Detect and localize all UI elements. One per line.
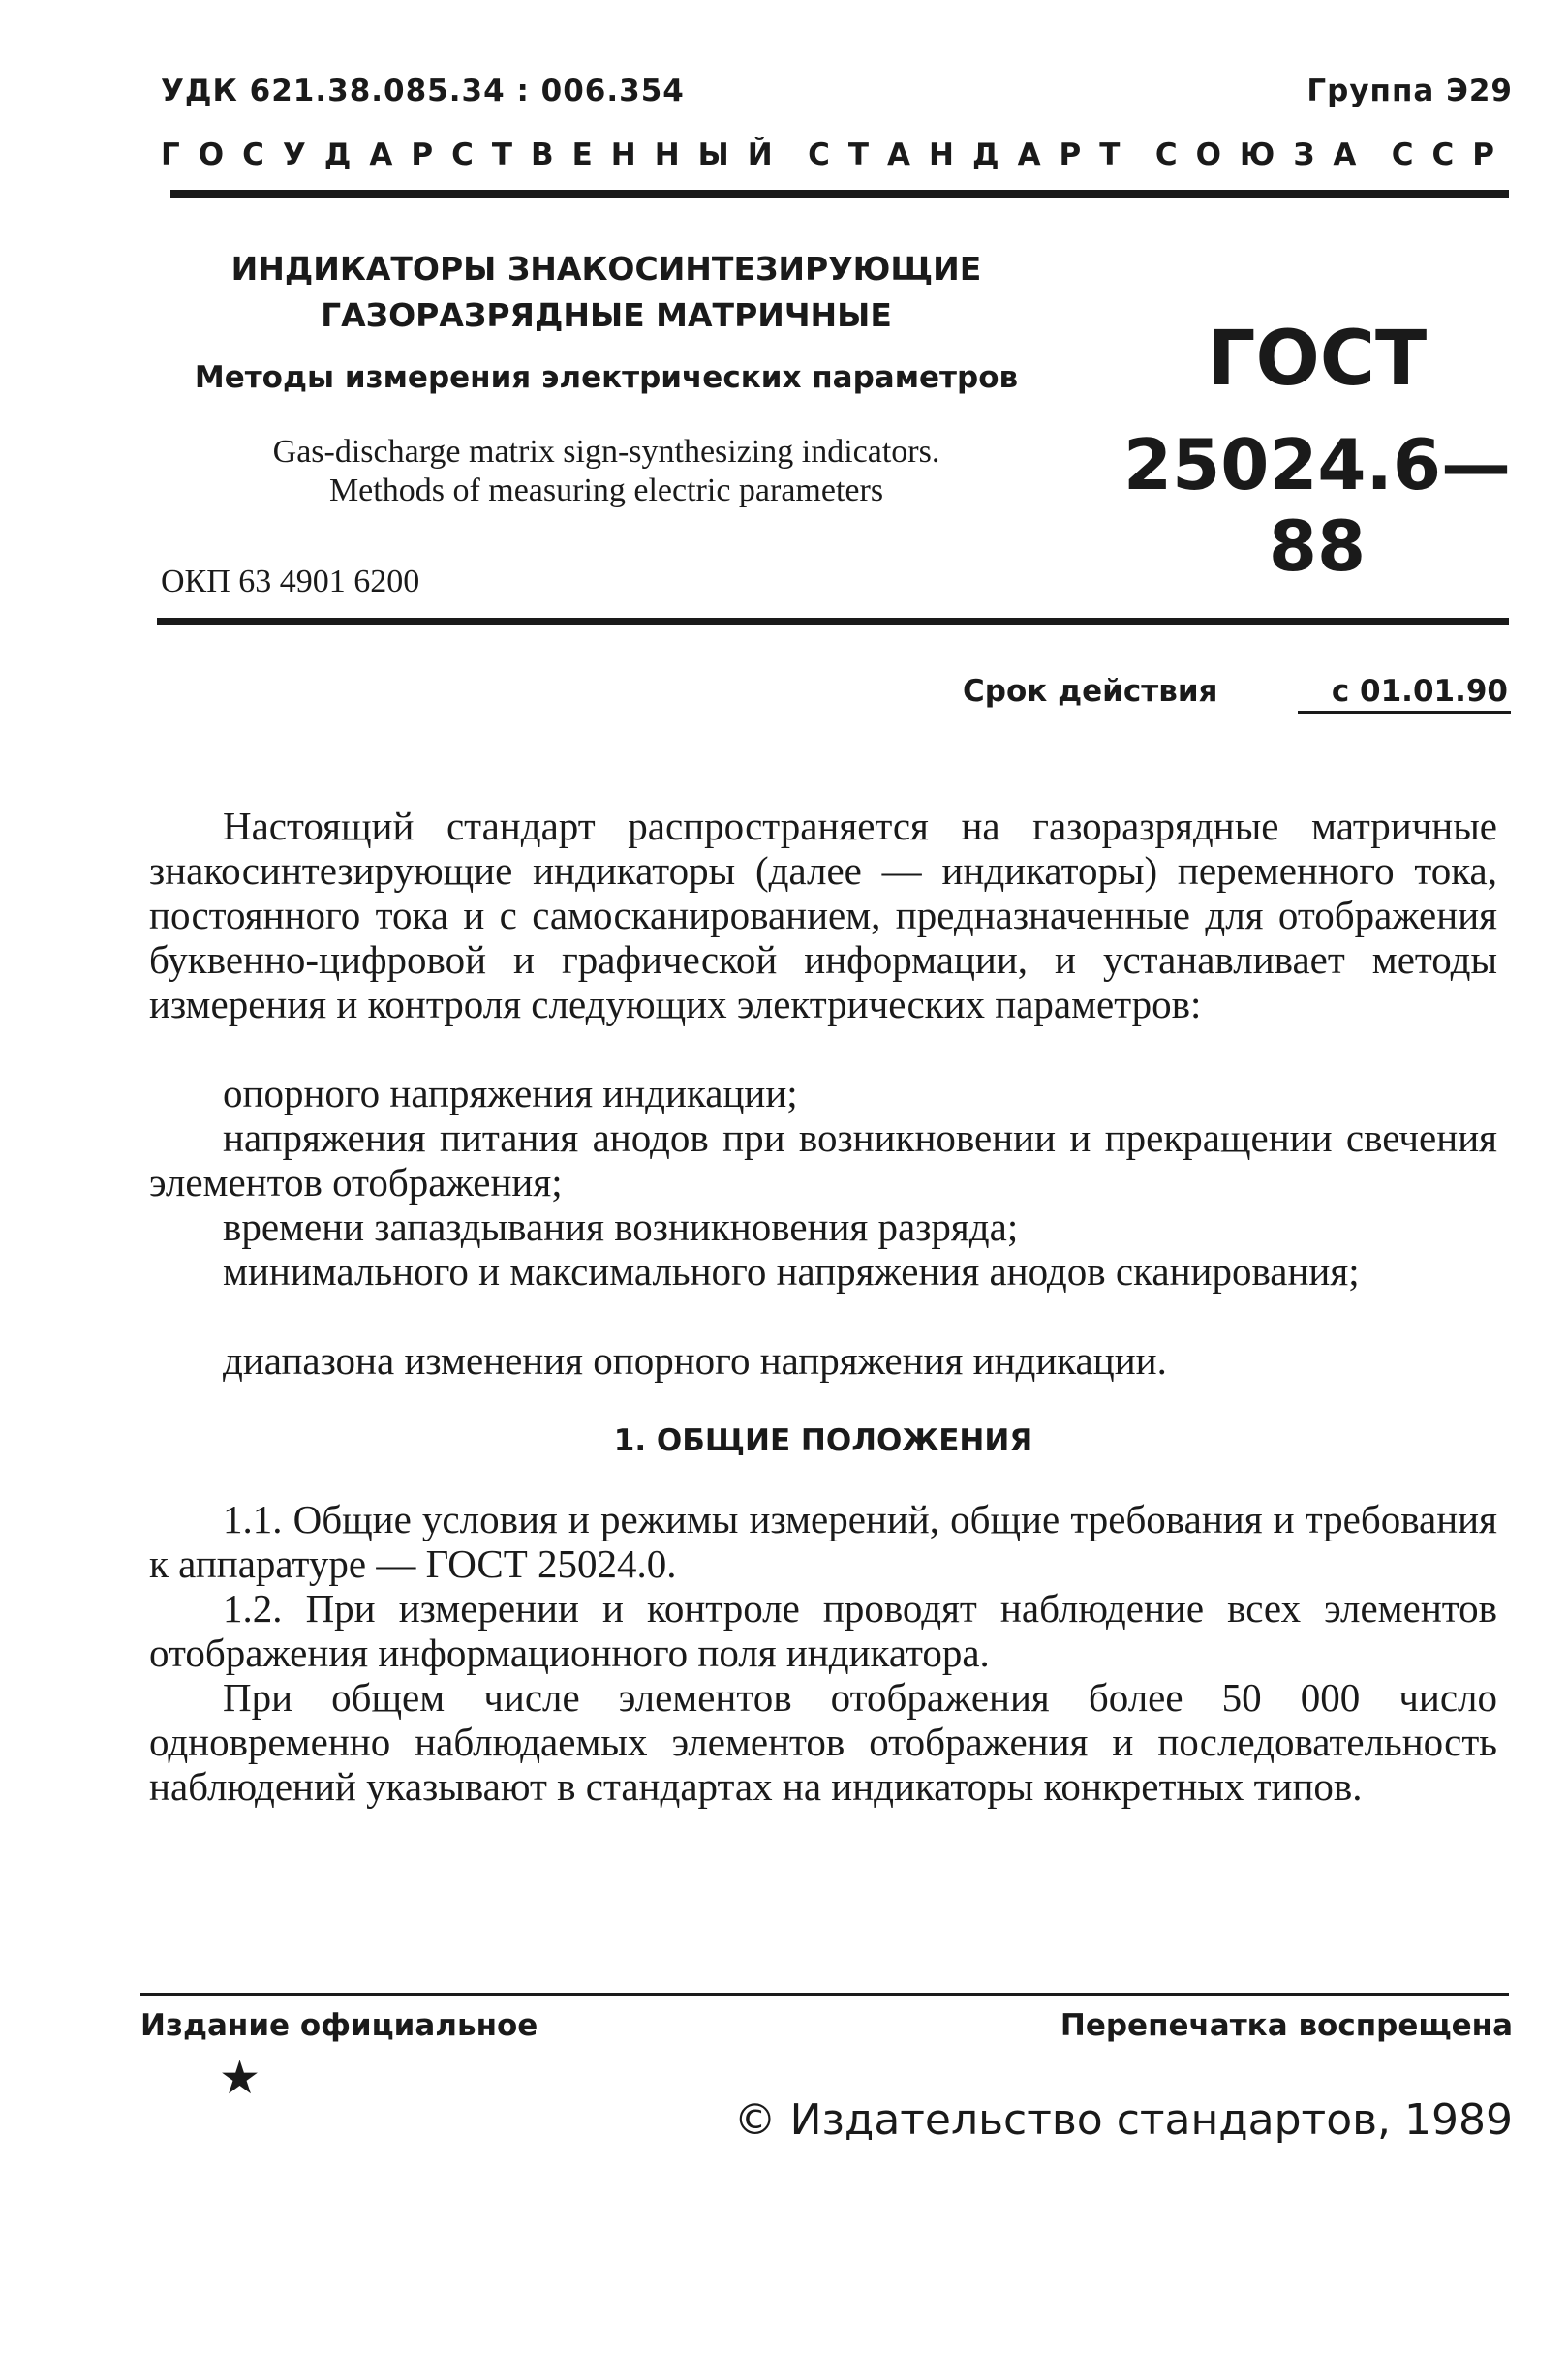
title-ru-subtitle: Методы измерения электрических параметров — [194, 360, 1019, 395]
title-en-line-1: Gas-discharge matrix sign-synthesizing indicators. — [272, 434, 940, 470]
reprint-prohibited-note: Перепечатка воспрещена — [1060, 2008, 1513, 2043]
title-en-line-2: Methods of measuring electric parameters — [328, 473, 884, 508]
validity-label: Срок действия — [963, 674, 1218, 709]
intro-item: минимального и максимального напряжения анодов сканирования; — [223, 1249, 1360, 1294]
gost-label: ГОСТ — [1207, 316, 1428, 403]
title-ru-line-2: ГАЗОРАЗРЯДНЫЕ МАТРИЧНЫЕ — [321, 296, 892, 334]
banner-rule — [170, 190, 1509, 198]
section-heading: 1. ОБЩИЕ ПОЛОЖЕНИЯ — [613, 1423, 1033, 1458]
intro-item: напряжения питания анодов при возникновении и прекращении свечения элементов отображения; — [149, 1115, 1497, 1205]
title-ru-line-1: ИНДИКАТОРЫ ЗНАКОСИНТЕЗИРУЮЩИЕ — [230, 250, 982, 288]
clause-1-2: 1.2. При измерении и контроле проводят наблюдение всех элементов отображения информационного поля индикатора. — [149, 1586, 1497, 1675]
footer-rule — [140, 1993, 1509, 1996]
okp-rule — [157, 618, 1509, 625]
publisher-copyright: © Издательство стандартов, 1989 — [733, 2095, 1513, 2145]
udk-code: УДК 621.38.085.34 : 006.354 — [161, 74, 685, 108]
star-icon: ★ — [219, 2051, 261, 2105]
intro-item: времени запаздывания возникновения разряда; — [223, 1205, 1019, 1249]
intro-item: опорного напряжения индикации; — [223, 1071, 798, 1115]
banner-word-2: СТАНДАРТ — [808, 137, 1139, 172]
okp-code: ОКП 63 4901 6200 — [161, 564, 420, 599]
validity-underline — [1298, 711, 1511, 714]
validity-date: с 01.01.90 — [1331, 674, 1508, 709]
group-code: Группа Э29 — [1306, 74, 1513, 108]
intro-paragraph: Настоящий стандарт распространяется на газоразрядные матричные знакосинтезирующие индикаторы (далее — индикаторы) переменного тока, постоянного тока и с самосканированием, предназначенные для отображения буквенно-цифровой и графической информации, и устанавливает методы измерения и контроля следующих электрических параметров: — [149, 804, 1497, 1026]
gost-number: 25024.6—88 — [1123, 424, 1511, 587]
banner-word-1: ГОСУДАРСТВЕННЫЙ — [161, 137, 791, 172]
clause-1-2-continued: При общем числе элементов отображения более 50 000 число одновременно наблюдаемых элементов отображения и последовательность наблюдений указывают в стандартах на индикаторы конкретных типов. — [149, 1675, 1497, 1809]
state-standard-banner — [161, 137, 1513, 172]
banner-word-3: СОЮЗА — [1154, 137, 1375, 172]
clause-1-1: 1.1. Общие условия и режимы измерений, общие требования и требования к аппаратуре — ГОСТ 25024.0. — [149, 1497, 1497, 1586]
intro-item: диапазона изменения опорного напряжения индикации. — [223, 1338, 1167, 1383]
official-edition-note: Издание официальное — [140, 2008, 538, 2043]
banner-word-4: ССР — [1391, 137, 1513, 172]
